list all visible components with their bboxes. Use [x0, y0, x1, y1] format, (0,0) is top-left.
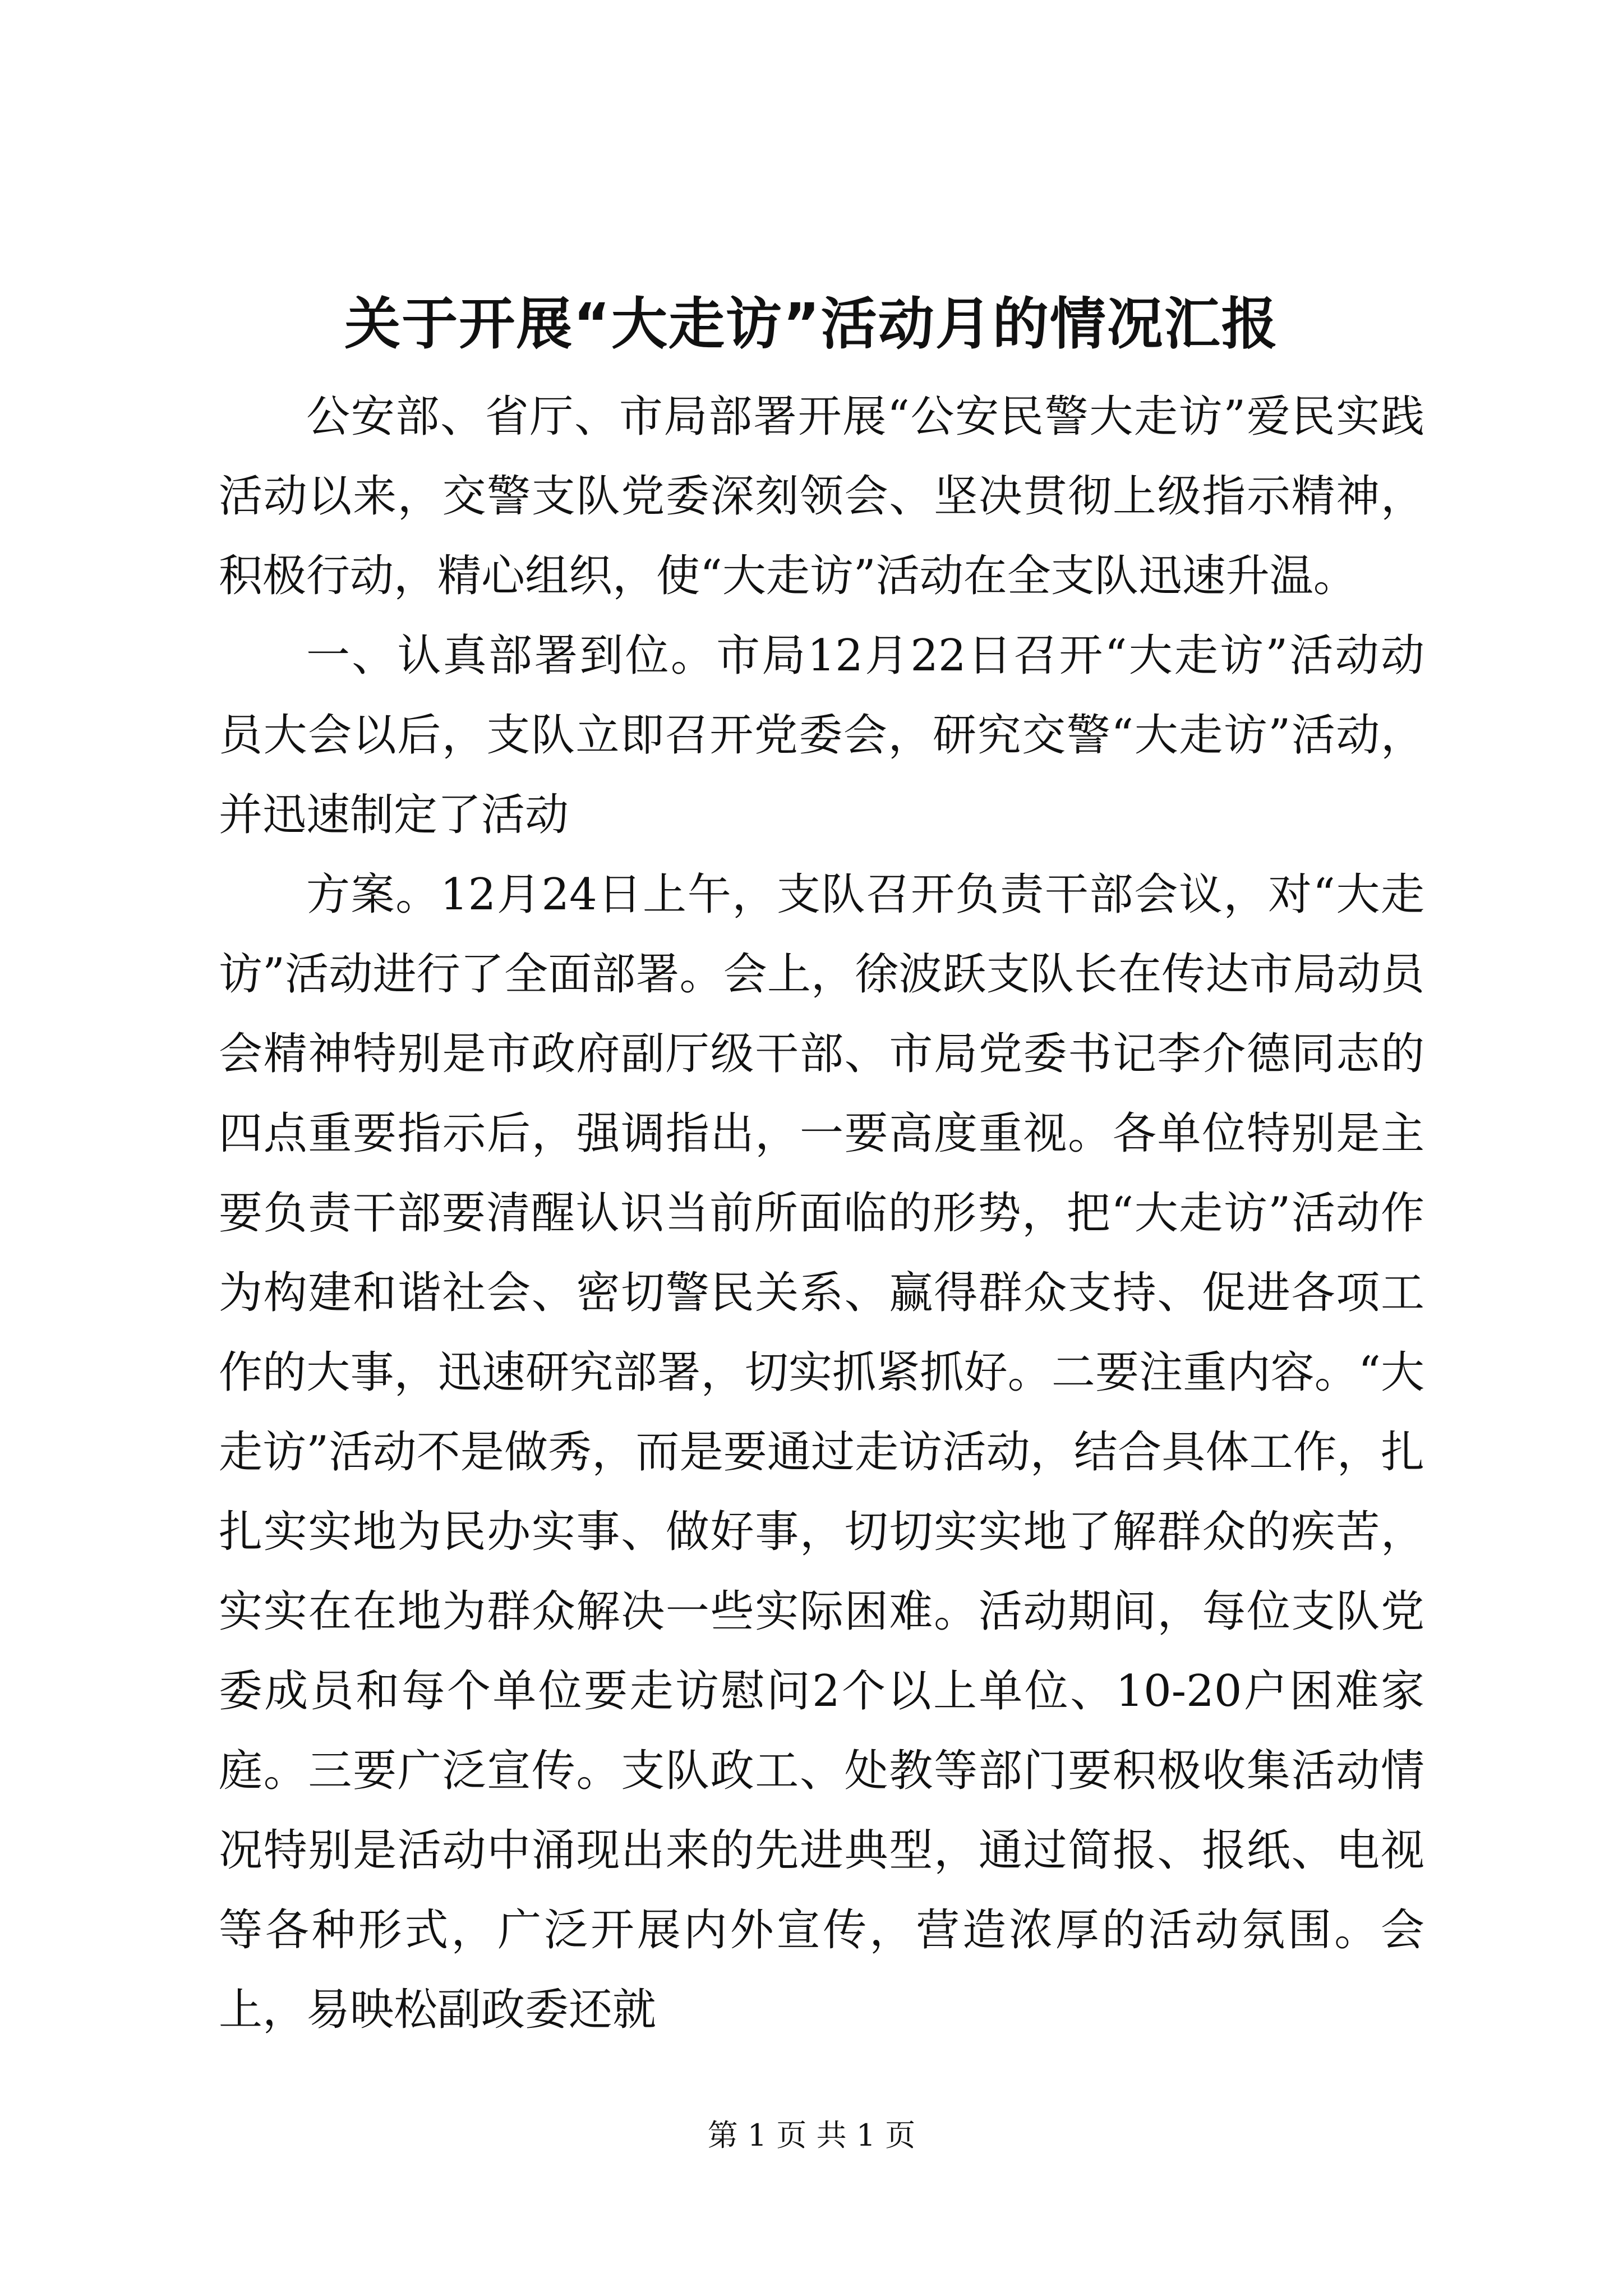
paragraph-intro: 公安部、省厅、市局部署开展“公安民警大走访”爱民实践活动以来，交警支队党委深刻领会、坚决贯彻上级指示精神，积极行动，精心组织，使“大走访”活动在全支队迅速升温。 [219, 392, 1424, 601]
page-number-footer: 第 1 页 共 1 页 [707, 2118, 916, 2153]
document-title: 关于开展“大走访”活动月的情况汇报 [344, 291, 1279, 357]
paragraph-plan: 方案。12月24日上午，支队召开负责干部会议，对“大走访”活动进行了全面部署。会上，徐波跃支队长在传达市局动员会精神特别是市政府副厅级干部、市局党委书记李介德同志的四点重要指示后，强调指出，一要高度重视。各单位特别是主要负责干部要清醒认识当前所面临的形势，把“大走访”活动作为构建和谐社会、密切警民关系、赢得群众支持、促进各项工作的大事，迅速研究部署，切实抓紧抓好。二要注重内容。“大走访”活动不是做秀，而是要通过走访活动，结合具体工作，扎扎实实地为民办实事、做好事，切切实实地了解群众的疾苦，实实在在地为群众解决一些实际困难。活动期间，每位支队党委成员和每个单位要走访慰问2个以上单位、10-20户困难家庭。三要广泛宣传。支队政工、处教等部门要积极收集活动情况特别是活动中涌现出来的先进典型，通过简报、报纸、电视等各种形式，广泛开展内外宣传，营造浓厚的活动氛围。会上，易映松副政委还就 [219, 869, 1424, 2035]
document-body [219, 377, 1424, 2050]
paragraph-section-one: 一、认真部署到位。市局12月22日召开“大走访”活动动员大会以后，支队立即召开党委会，研究交警“大走访”活动，并迅速制定了活动 [219, 631, 1424, 840]
